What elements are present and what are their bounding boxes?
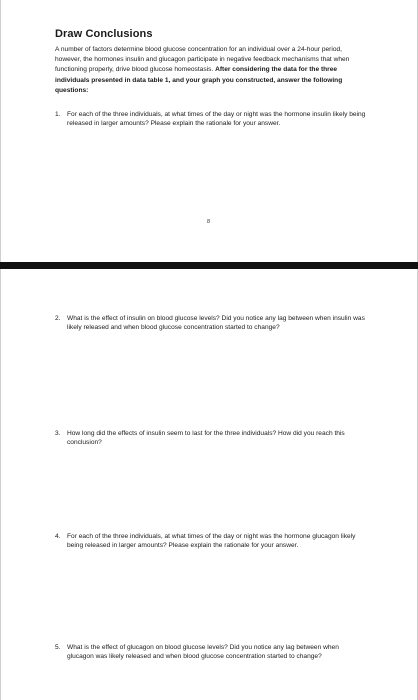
- document-page-2: [0, 269, 418, 700]
- page-number: 8: [207, 219, 211, 225]
- question-number: 1.: [55, 111, 61, 118]
- question-number: 2.: [55, 315, 61, 322]
- question-text: What is the effect of insulin on blood glucose levels? Did you notice any lag between when insulin was likely released and when blood glucose concentration started to change?: [67, 315, 365, 332]
- question-text: For each of the three individuals, at what times of the day or night was the hormone insulin likely being released in larger amounts? Please explain the rationale for your answer.: [67, 111, 366, 128]
- question-number: 5.: [55, 644, 61, 651]
- question-number: 4.: [55, 533, 61, 540]
- document-page-1: [0, 0, 418, 262]
- question-1: [55, 110, 367, 129]
- question-number: 3.: [55, 430, 61, 437]
- question-3: [55, 429, 367, 448]
- question-4: [55, 532, 367, 551]
- intro-instruction: After considering the data for the three individuals presented in data table 1, and your graph you constructed, answer the following questions:: [55, 66, 343, 94]
- page-divider: [0, 262, 418, 269]
- question-text: How long did the effects of insulin seem to last for the three individuals? How did you reach this conclusion?: [67, 430, 345, 447]
- question-5: [55, 643, 367, 662]
- question-text: For each of the three individuals, at what times of the day or night was the hormone glucagon likely being released in larger amounts? Please explain the rationale for your answer.: [67, 533, 356, 550]
- section-heading: Draw Conclusions: [55, 28, 153, 40]
- intro-text: A number of factors determine blood glucose concentration for an individual over a 24-hour period, however, the hormones insulin and glucagon participate in negative feedback mechanisms that when functioning properly, drive blood glucose homeostasis.: [55, 46, 350, 74]
- question-text: What is the effect of glucagon on blood glucose levels? Did you notice any lag between when glucagon was likely released and when blood glucose concentration started to change?: [67, 644, 339, 661]
- intro-paragraph: [55, 45, 367, 96]
- question-2: [55, 314, 367, 333]
